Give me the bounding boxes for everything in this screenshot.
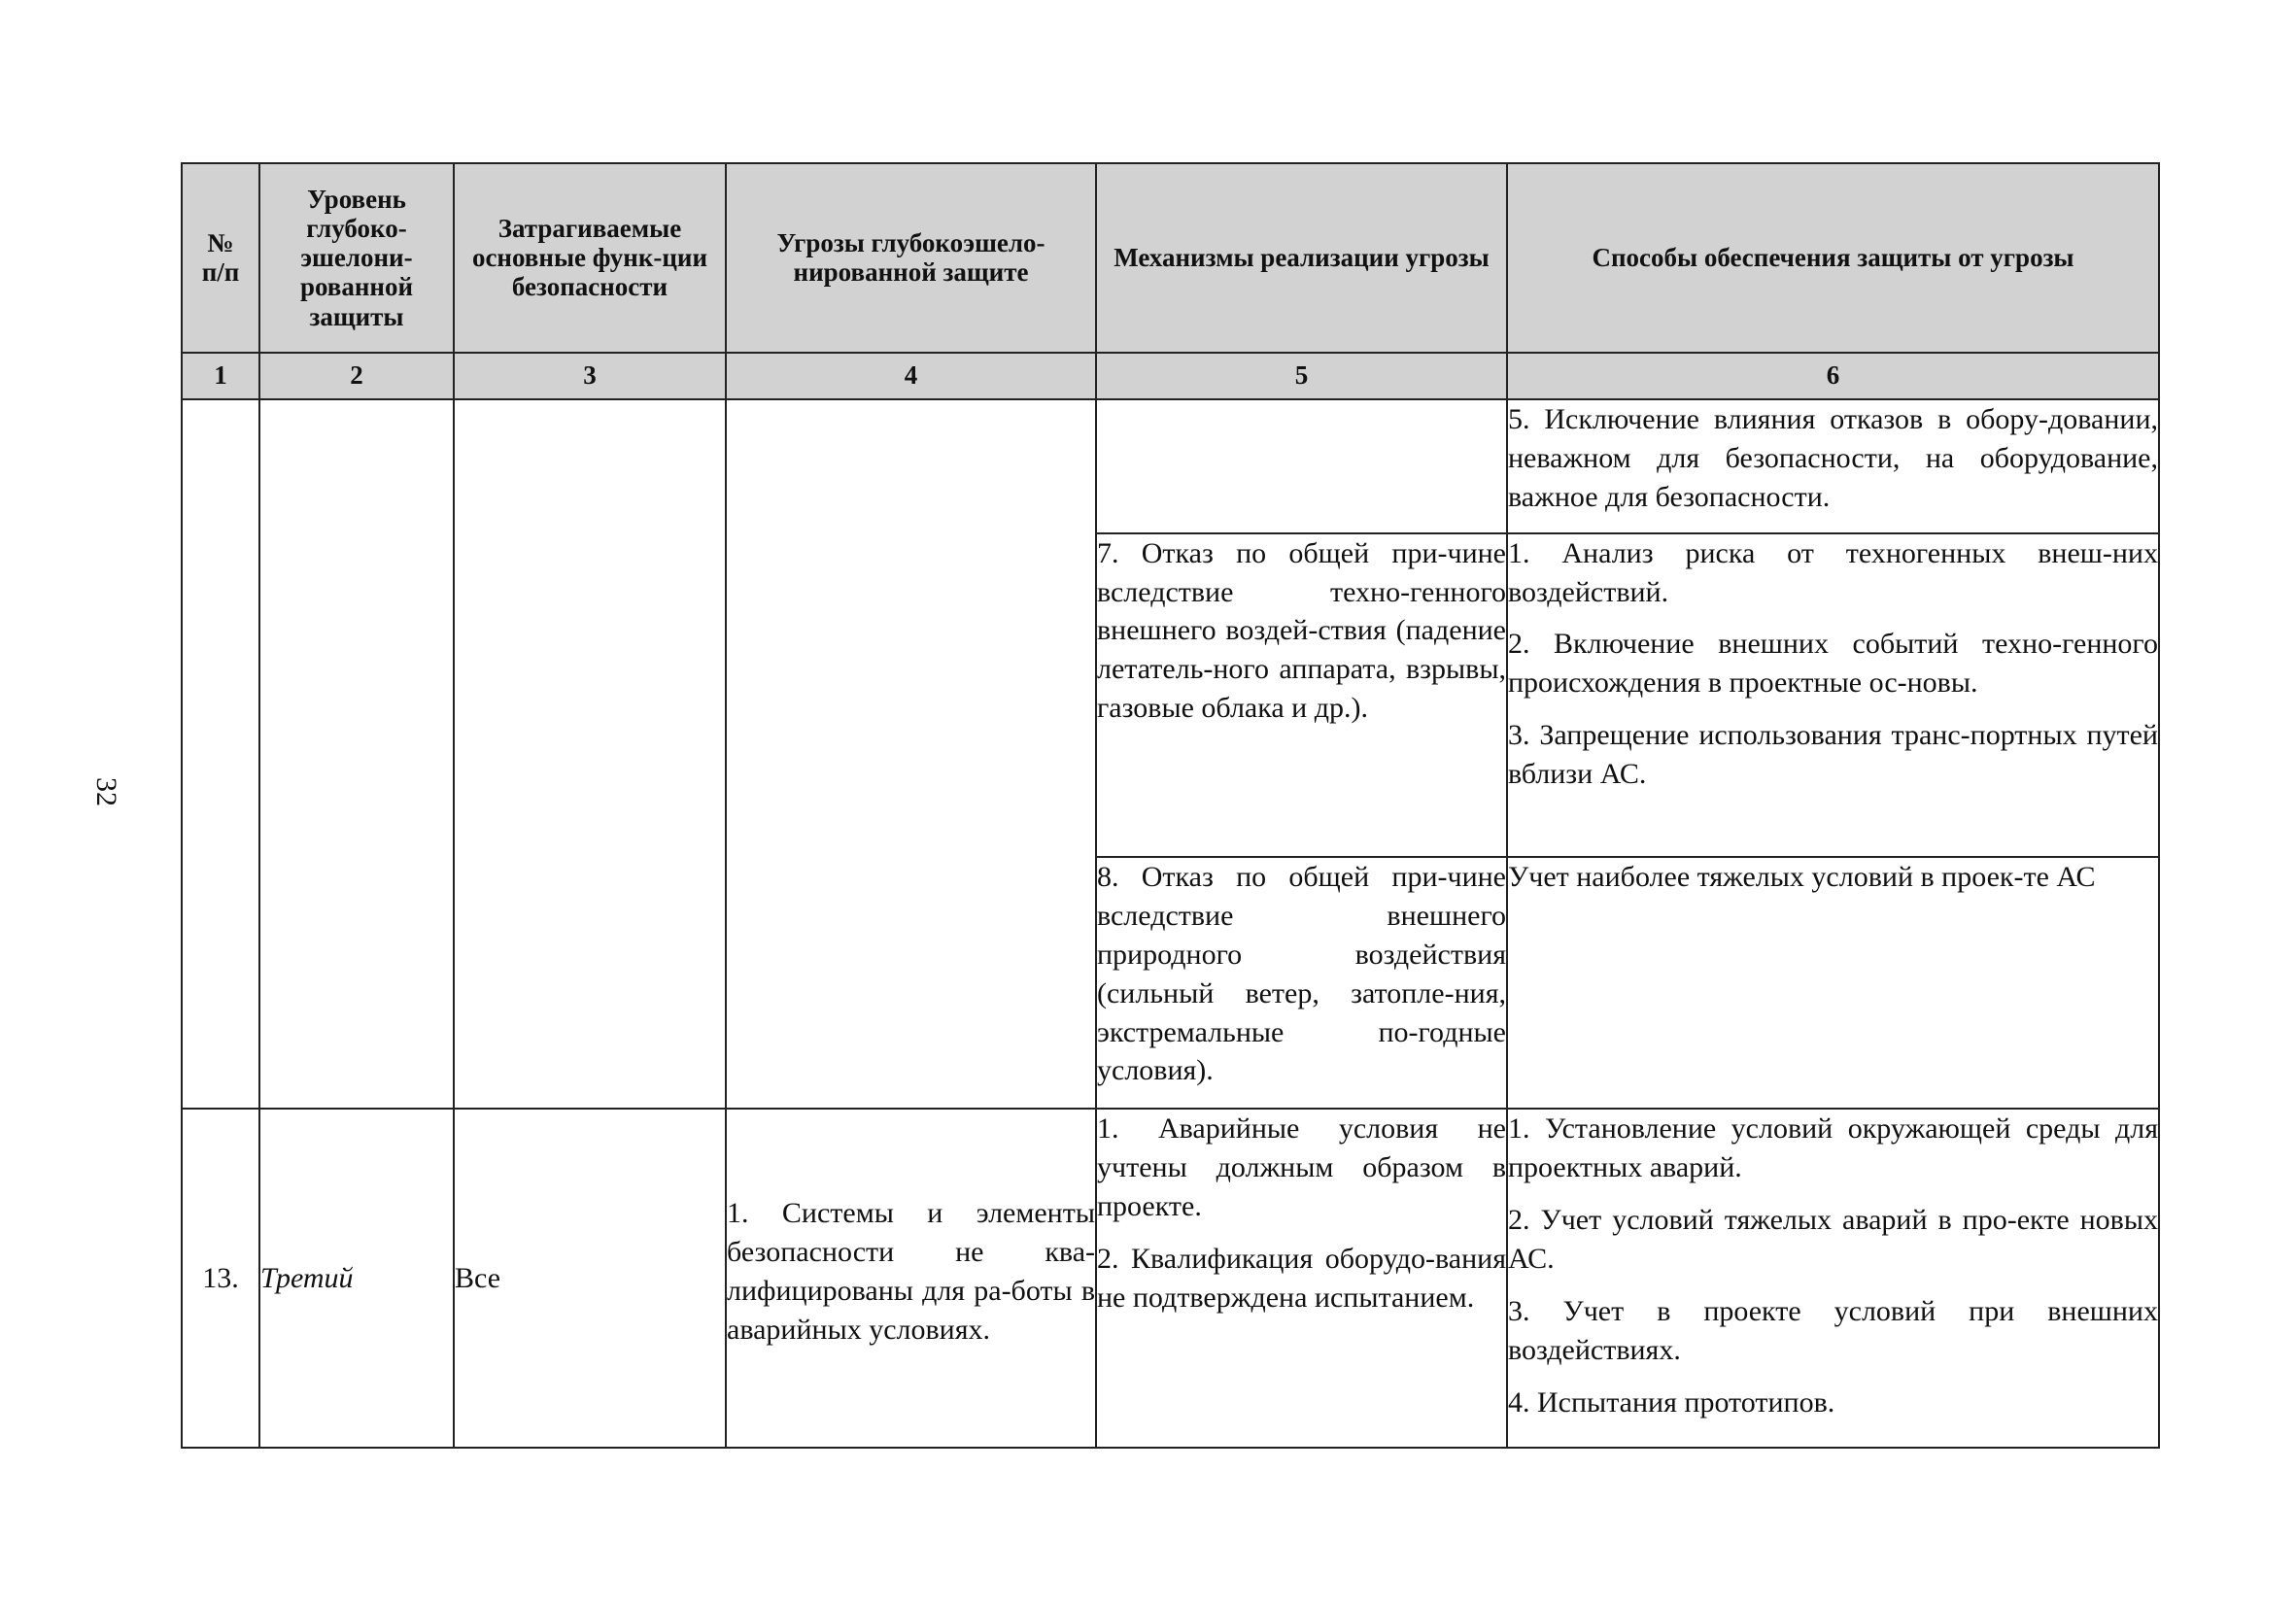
mechanism-cell: [1096, 1109, 1507, 1448]
threat-item: 1. Системы и элементы безопасности не ква-лифицированы для ра-боты в аварийных условиях.: [727, 1196, 1095, 1346]
way-item: 1. Установление условий окружающей среды для проектных аварий.: [1508, 1112, 2158, 1184]
column-number: 4: [726, 353, 1096, 400]
column-number: 6: [1507, 353, 2159, 400]
ways-cell: [1507, 533, 2159, 857]
ways-cell: [1507, 399, 2159, 532]
empty-functions-cell: [454, 399, 726, 1109]
table-row-13: [182, 1109, 2159, 1448]
header-row: [182, 163, 2159, 353]
row-number: 13.: [182, 1109, 259, 1448]
mechanism-item: 1. Аварийные условия не учтены должным образом в проекте.: [1097, 1112, 1506, 1223]
way-item: Учет наиболее тяжелых условий в проек-те АС: [1508, 861, 2096, 893]
way-item: 5. Исключение влияния отказов в обору-довании, неважном для безопасности, на оборудование, важное для безопасности.: [1508, 403, 2158, 513]
ways-cell: [1507, 1109, 2159, 1448]
header-cell-ways: Способы обеспечения защиты от угрозы: [1507, 163, 2159, 353]
mechanism-item: 8. Отказ по общей при-чине вследствие внешнего природного воздействия (сильный ветер, затопле-ния, экстремальные по-годные условия).: [1097, 861, 1506, 1087]
ways-cell: [1507, 857, 2159, 1109]
column-number-row: [182, 353, 2159, 400]
table-row: [182, 399, 2159, 532]
header-cell-level: Уровень глубоко-эшелони-рованной защиты: [259, 163, 454, 353]
defense-level: Третий: [259, 1109, 454, 1448]
column-number: 5: [1096, 353, 1507, 400]
threat-cell: [726, 1109, 1096, 1448]
mechanism-cell: [1096, 857, 1507, 1109]
column-number: 2: [259, 353, 454, 400]
safety-functions: Все: [454, 1109, 726, 1448]
header-cell-number: № п/п: [182, 163, 259, 353]
threats-table: [181, 162, 2160, 1449]
empty-threat-cell: [726, 399, 1096, 1109]
way-item: 1. Анализ риска от техногенных внеш-них воздействий.: [1508, 536, 2158, 608]
mechanism-item: 2. Квалификация оборудо-вания не подтверждена испытанием.: [1097, 1243, 1506, 1314]
way-item: 2. Учет условий тяжелых аварий в про-екте новых АС.: [1508, 1204, 2158, 1276]
way-item: 4. Испытания прототипов.: [1508, 1385, 1835, 1419]
page-number: 32: [90, 777, 122, 806]
mechanism-cell: [1096, 533, 1507, 857]
empty-number-cell: [182, 399, 259, 1109]
empty-level-cell: [259, 399, 454, 1109]
way-item: 2. Включение внешних событий техно-генного происхождения в проектные ос-новы.: [1508, 628, 2158, 700]
way-item: 3. Учет в проекте условий при внешних воздействиях.: [1508, 1294, 2158, 1366]
column-number: 1: [182, 353, 259, 400]
way-item: 3. Запрещение использования транс-портных путей вблизи АС.: [1508, 719, 2158, 791]
header-cell-mechanisms: Механизмы реализации угрозы: [1096, 163, 1507, 353]
header-cell-functions: Затрагиваемые основные функ-ции безопасности: [454, 163, 726, 353]
empty-mechanism-cell: [1096, 399, 1507, 532]
mechanism-item: 7. Отказ по общей при-чине вследствие техно-генного внешнего воздей-ствия (падение летатель-ного аппарата, взрывы, газовые облака и др.).: [1097, 536, 1506, 725]
column-number: 3: [454, 353, 726, 400]
header-cell-threats: Угрозы глубокоэшело-нированной защите: [726, 163, 1096, 353]
